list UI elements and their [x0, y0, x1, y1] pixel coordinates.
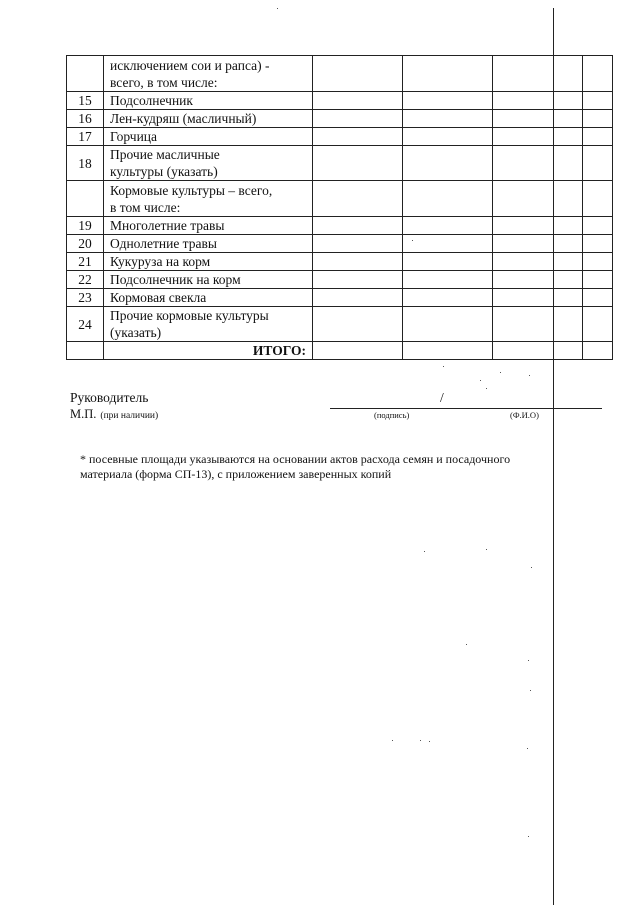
- value-cell[interactable]: [493, 146, 583, 181]
- value-cell[interactable]: [583, 181, 613, 217]
- scan-speck: [529, 375, 530, 376]
- value-cell[interactable]: [313, 289, 403, 307]
- total-value-cell[interactable]: [313, 342, 403, 360]
- crop-name-cell: Лен-кудряш (масличный): [104, 110, 313, 128]
- table-row: [67, 253, 613, 271]
- value-cell[interactable]: [403, 181, 493, 217]
- crop-name-cell: исключением сои и рапса) - всего, в том числе:: [104, 56, 313, 92]
- crop-name-cell: Прочие кормовые культуры (указать): [104, 307, 313, 342]
- value-cell[interactable]: [493, 128, 583, 146]
- footnote: * посевные площади указываются на основании актов расхода семян и посадочного материала (форма СП-13), с приложением заверенных копий: [80, 452, 511, 481]
- value-cell[interactable]: [493, 253, 583, 271]
- table-row: [67, 307, 613, 342]
- value-cell[interactable]: [583, 217, 613, 235]
- value-cell[interactable]: [403, 253, 493, 271]
- table-row: [67, 235, 613, 253]
- value-cell[interactable]: [403, 235, 493, 253]
- row-number-cell: 17: [67, 128, 104, 146]
- row-number-cell: 15: [67, 92, 104, 110]
- row-number-cell: [67, 181, 104, 217]
- row-number-cell: 18: [67, 146, 104, 181]
- signature-line: [330, 408, 602, 409]
- scan-speck: [531, 567, 532, 568]
- signature-slash: /: [440, 390, 444, 405]
- row-number-cell: 21: [67, 253, 104, 271]
- value-cell[interactable]: [583, 128, 613, 146]
- total-row: [67, 342, 613, 360]
- value-cell[interactable]: [403, 56, 493, 92]
- crop-name-cell: Горчица: [104, 128, 313, 146]
- value-cell[interactable]: [403, 307, 493, 342]
- row-number-cell: 16: [67, 110, 104, 128]
- value-cell[interactable]: [313, 271, 403, 289]
- table-row: [67, 271, 613, 289]
- value-cell[interactable]: [313, 307, 403, 342]
- crops-table-body: [67, 56, 613, 360]
- crops-table: [66, 55, 613, 360]
- value-cell[interactable]: [493, 110, 583, 128]
- scan-speck: [480, 380, 481, 381]
- stamp-label: [70, 407, 158, 422]
- name-caption: (Ф.И.О): [510, 410, 539, 420]
- value-cell[interactable]: [493, 217, 583, 235]
- total-number-cell: [67, 342, 104, 360]
- row-number-cell: 20: [67, 235, 104, 253]
- value-cell[interactable]: [403, 271, 493, 289]
- value-cell[interactable]: [583, 110, 613, 128]
- value-cell[interactable]: [313, 128, 403, 146]
- row-number-cell: 23: [67, 289, 104, 307]
- value-cell[interactable]: [493, 92, 583, 110]
- value-cell[interactable]: [583, 271, 613, 289]
- crop-name-cell: Прочие масличные культуры (указать): [104, 146, 313, 181]
- scan-speck: [527, 748, 528, 749]
- value-cell[interactable]: [493, 235, 583, 253]
- scan-speck: [412, 240, 413, 241]
- crop-name-cell: Подсолнечник: [104, 92, 313, 110]
- value-cell[interactable]: [403, 110, 493, 128]
- value-cell[interactable]: [313, 217, 403, 235]
- value-cell[interactable]: [583, 235, 613, 253]
- scan-speck: [466, 644, 467, 645]
- scan-speck: [392, 740, 393, 741]
- row-number-cell: [67, 56, 104, 92]
- stamp-abbr: М.П.: [70, 407, 97, 421]
- scan-speck: [429, 741, 430, 742]
- table-row: [67, 146, 613, 181]
- value-cell[interactable]: [313, 253, 403, 271]
- row-number-cell: 19: [67, 217, 104, 235]
- value-cell[interactable]: [583, 253, 613, 271]
- value-cell[interactable]: [313, 235, 403, 253]
- table-row: [67, 217, 613, 235]
- table-row: [67, 128, 613, 146]
- value-cell[interactable]: [403, 92, 493, 110]
- value-cell[interactable]: [313, 56, 403, 92]
- value-cell[interactable]: [313, 181, 403, 217]
- value-cell[interactable]: [493, 307, 583, 342]
- scan-speck: [500, 372, 501, 373]
- table-row: [67, 181, 613, 217]
- row-number-cell: 22: [67, 271, 104, 289]
- value-cell[interactable]: [313, 146, 403, 181]
- value-cell[interactable]: [493, 271, 583, 289]
- total-value-cell[interactable]: [403, 342, 493, 360]
- value-cell[interactable]: [403, 289, 493, 307]
- scan-speck: [420, 740, 421, 741]
- table-row: [67, 56, 613, 92]
- row-number-cell: 24: [67, 307, 104, 342]
- crop-name-cell: Подсолнечник на корм: [104, 271, 313, 289]
- value-cell[interactable]: [583, 289, 613, 307]
- total-value-cell[interactable]: [493, 342, 583, 360]
- scan-speck: [528, 836, 529, 837]
- scan-speck: [530, 690, 531, 691]
- table-row: [67, 110, 613, 128]
- value-cell[interactable]: [493, 56, 583, 92]
- value-cell[interactable]: [493, 181, 583, 217]
- table-row: [67, 289, 613, 307]
- value-cell[interactable]: [583, 92, 613, 110]
- scan-speck: [277, 8, 278, 9]
- table-row: [67, 92, 613, 110]
- value-cell[interactable]: [583, 56, 613, 92]
- value-cell[interactable]: [403, 128, 493, 146]
- crop-name-cell: Кукуруза на корм: [104, 253, 313, 271]
- scan-speck: [486, 388, 487, 389]
- scan-speck: [486, 549, 487, 550]
- value-cell[interactable]: [403, 217, 493, 235]
- value-cell[interactable]: [493, 289, 583, 307]
- total-label: ИТОГО:: [104, 342, 313, 360]
- crop-name-cell: Однолетние травы: [104, 235, 313, 253]
- value-cell[interactable]: [583, 146, 613, 181]
- total-value-cell[interactable]: [583, 342, 613, 360]
- scan-speck: [443, 366, 444, 367]
- crop-name-cell: Многолетние травы: [104, 217, 313, 235]
- value-cell[interactable]: [403, 146, 493, 181]
- stamp-note: (при наличии): [100, 411, 159, 421]
- value-cell[interactable]: [313, 110, 403, 128]
- scan-speck: [424, 551, 425, 552]
- scan-speck: [528, 660, 529, 661]
- signature-head-label: Руководитель: [70, 390, 149, 405]
- signature-caption: (подпись): [374, 410, 410, 420]
- value-cell[interactable]: [583, 307, 613, 342]
- crop-name-cell: Кормовая свекла: [104, 289, 313, 307]
- value-cell[interactable]: [313, 92, 403, 110]
- crop-name-cell: Кормовые культуры – всего, в том числе:: [104, 181, 313, 217]
